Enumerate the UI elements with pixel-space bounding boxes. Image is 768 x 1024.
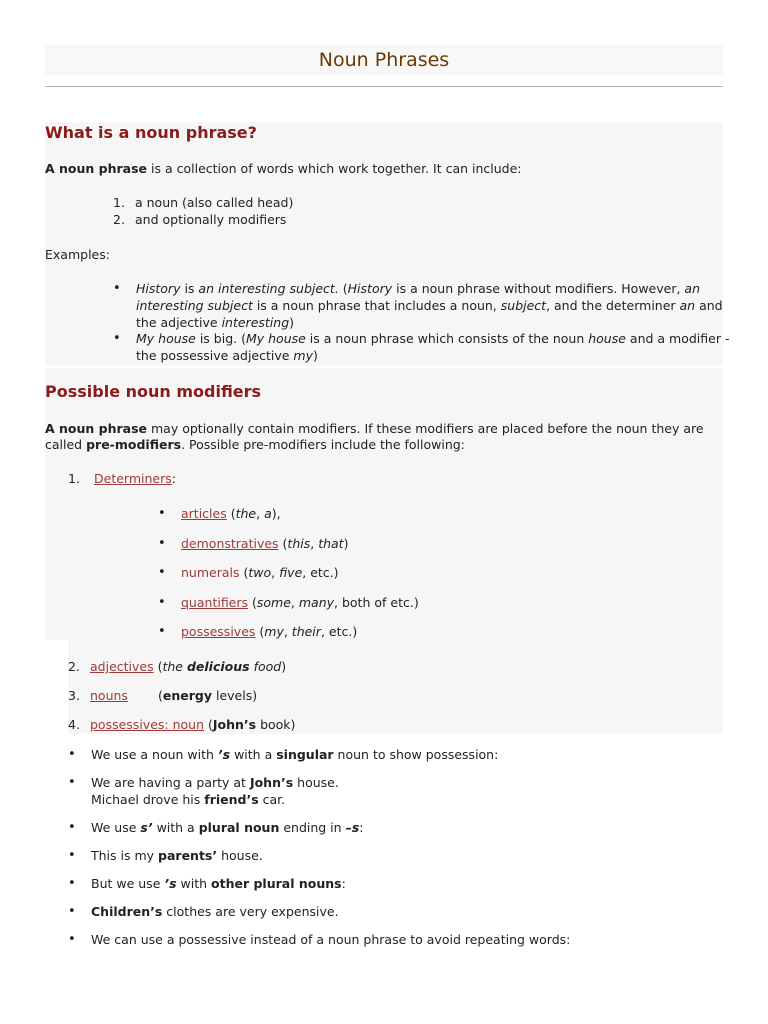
bullet-dot: • [113, 331, 121, 346]
note-text: We are having a party at [91, 775, 250, 790]
ex1-italic: an interesting subject. [198, 281, 339, 296]
list-text: a noun (also called head) [135, 195, 294, 210]
note-text: But we use [91, 876, 165, 891]
modifier-item-3 [68, 688, 257, 703]
determiners-link[interactable]: Determiners [94, 471, 172, 486]
det-italic: many [298, 595, 335, 610]
note-text: : [341, 876, 346, 891]
bullet-dot: • [68, 876, 76, 891]
ex2-text: is a noun phrase which consists of the noun [305, 331, 589, 346]
note-bold-italic: –s [345, 820, 360, 835]
det-italic: a [264, 506, 272, 521]
ex1-history: History [136, 281, 181, 296]
det-text: ) [343, 536, 349, 551]
ex2-text: the possessive adjective [136, 348, 294, 363]
example-1-line-3 [136, 315, 294, 330]
note-other-plurals [91, 876, 346, 891]
note-bold-italic: s’ [140, 820, 153, 835]
ex2-text: ) [313, 348, 318, 363]
bullet-dot: • [68, 932, 76, 947]
ex1-text: is a noun phrase that includes a noun, [252, 298, 501, 313]
note-avoid-repeating [91, 932, 570, 947]
item-text: levels) [212, 688, 258, 703]
ex2-italic: My house [136, 331, 196, 346]
det-text: ( [278, 536, 288, 551]
bullet-dot: • [68, 747, 76, 762]
example-friends-car [91, 792, 285, 807]
adjectives-link[interactable]: adjectives [90, 659, 154, 674]
possessives-link[interactable]: possessives [181, 624, 256, 639]
det-text: , [310, 536, 319, 551]
ex2-italic: my [293, 348, 313, 363]
note-bold: other plural nouns [211, 876, 342, 891]
ex1-text: , and the determiner [546, 298, 680, 313]
list-text: and optionally modifiers [135, 212, 287, 227]
ex2-text: is big. ( [195, 331, 246, 346]
item-text: ( [204, 717, 213, 732]
list-number: 2. [113, 212, 125, 227]
note-bold: parents’ [158, 848, 218, 863]
ex1-text: the adjective [136, 315, 222, 330]
determiner-possessives [181, 624, 357, 639]
note-text: This is my [91, 848, 159, 863]
nouns-link[interactable]: nouns [90, 688, 128, 703]
det-italic: my [264, 624, 284, 639]
det-text: , etc.) [302, 565, 339, 580]
paragraph-text: called [45, 437, 87, 452]
ex1-text: ) [289, 315, 295, 330]
intro-text: is a collection of words which work together. It can include: [147, 161, 522, 176]
modifier-item-2 [68, 659, 286, 674]
note-text: noun to show possession: [333, 747, 499, 762]
note-bold: singular [276, 747, 334, 762]
ex1-text: ( [338, 281, 348, 296]
note-text: ending in [279, 820, 346, 835]
ex1-italic: interesting [221, 315, 290, 330]
det-text: , [290, 595, 299, 610]
example-2-line-1 [136, 331, 729, 346]
det-italic: five [279, 565, 303, 580]
det-italic: the [235, 506, 257, 521]
note-bold-italic: ’s [164, 876, 177, 891]
item-text: ) [281, 659, 287, 674]
note-text: with a [230, 747, 277, 762]
bullet-dot: • [68, 848, 76, 863]
quantifiers-link[interactable]: quantifiers [181, 595, 249, 610]
det-italic: two [248, 565, 272, 580]
ex1-italic: interesting subject [136, 298, 253, 313]
ex2-italic: My house [245, 331, 306, 346]
modifiers-paragraph-line-1 [45, 421, 704, 436]
det-text: , both of etc.) [334, 595, 419, 610]
det-text: , [283, 624, 292, 639]
numerals-label: numerals [181, 565, 240, 580]
ex1-text: is [180, 281, 199, 296]
det-text: , [271, 565, 280, 580]
item-text: ( [153, 659, 163, 674]
note-text: with a [152, 820, 199, 835]
bullet-dot: • [158, 565, 166, 580]
paragraph-bold: A noun phrase [45, 421, 148, 436]
possessives-noun-link[interactable]: possessives: noun [90, 717, 204, 732]
note-text: car. [258, 792, 286, 807]
ex1-text: and [695, 298, 723, 313]
det-italic: their [291, 624, 321, 639]
ex1-text: is a noun phrase without modifiers. However, [392, 281, 685, 296]
determiner-quantifiers [181, 595, 419, 610]
note-text: clothes are very expensive. [162, 904, 339, 919]
bullet-dot: • [158, 595, 166, 610]
modifier-item-1 [68, 471, 176, 486]
include-list-item-1 [113, 195, 293, 210]
example-1-line-1 [136, 281, 700, 296]
paragraph-text: may optionally contain modifiers. If these modifiers are placed before the noun they are [147, 421, 704, 436]
det-text: ), [271, 506, 281, 521]
item-text: : [171, 471, 176, 486]
articles-link[interactable]: articles [181, 506, 227, 521]
ex1-italic: History [347, 281, 393, 296]
bullet-dot: • [113, 281, 121, 296]
bullet-dot: • [158, 506, 166, 521]
note-text: house. [293, 775, 339, 790]
bullet-dot: • [158, 536, 166, 551]
bullet-dot: • [68, 820, 76, 835]
ex1-italic: an [679, 298, 696, 313]
item-text: book) [256, 717, 296, 732]
note-text: Michael drove his [91, 792, 205, 807]
det-text: , etc.) [320, 624, 358, 639]
note-bold: Children’s [91, 904, 163, 919]
item-number: 1. [68, 471, 80, 486]
note-singular [91, 747, 498, 762]
intro-bold: A noun phrase [45, 161, 148, 176]
note-plural [91, 820, 363, 835]
modifiers-paragraph-line-2 [45, 437, 465, 452]
include-list-item-2 [113, 212, 286, 227]
note-text: We use [91, 820, 141, 835]
page-title: Noun Phrases [45, 45, 723, 75]
example-parents-house [91, 848, 263, 863]
section-heading-modifiers: Possible noun modifiers [45, 382, 262, 401]
ex2-text: and a modifier - [625, 331, 730, 346]
item-italic: food [249, 659, 282, 674]
ex1-italic: subject [500, 298, 547, 313]
det-italic: this [287, 536, 311, 551]
example-2-line-2 [136, 348, 318, 363]
item-italic: the [162, 659, 187, 674]
note-bold: John’s [249, 775, 294, 790]
det-italic: some [256, 595, 291, 610]
det-text: ( [248, 595, 257, 610]
modifier-item-4 [68, 717, 295, 732]
item-bold: energy [162, 688, 213, 703]
note-bold: plural noun [198, 820, 280, 835]
determiner-articles [181, 506, 281, 521]
examples-label: Examples: [45, 247, 110, 262]
paragraph-text: . Possible pre-modifiers include the following: [181, 437, 465, 452]
det-text: ( [255, 624, 265, 639]
paragraph-bold: pre-modifiers [86, 437, 182, 452]
bullet-dot: • [68, 904, 76, 919]
note-text: : [359, 820, 364, 835]
title-divider [45, 86, 723, 87]
det-text: ( [226, 506, 236, 521]
note-text: house. [217, 848, 263, 863]
item-bold-italic: delicious [186, 659, 250, 674]
example-childrens-clothes [91, 904, 339, 919]
ex2-italic: house [588, 331, 626, 346]
det-text: ( [239, 565, 249, 580]
item-number: 3. [68, 688, 80, 703]
note-text: with [176, 876, 212, 891]
example-1-line-2 [136, 298, 723, 313]
bullet-dot: • [158, 624, 166, 639]
note-text: We can use a possessive instead of a noun phrase to avoid repeating words: [91, 932, 571, 947]
item-bold: John’s [212, 717, 257, 732]
det-text: , [256, 506, 265, 521]
note-bold-italic: ’s [217, 747, 231, 762]
determiner-demonstratives [181, 536, 348, 551]
list-number: 1. [113, 195, 125, 210]
det-italic: that [318, 536, 344, 551]
item-number: 2. [68, 659, 80, 674]
intro-paragraph [45, 161, 522, 176]
item-text: ( [158, 688, 163, 703]
note-text: We use a noun with [91, 747, 218, 762]
determiner-numerals [181, 565, 339, 580]
note-bold: friend’s [204, 792, 259, 807]
item-number: 4. [68, 717, 80, 732]
demonstratives-link[interactable]: demonstratives [181, 536, 279, 551]
example-johns-house [91, 775, 339, 790]
section-heading-what-is: What is a noun phrase? [45, 123, 257, 142]
ex1-italic: an [684, 281, 701, 296]
bullet-dot: • [68, 775, 76, 790]
